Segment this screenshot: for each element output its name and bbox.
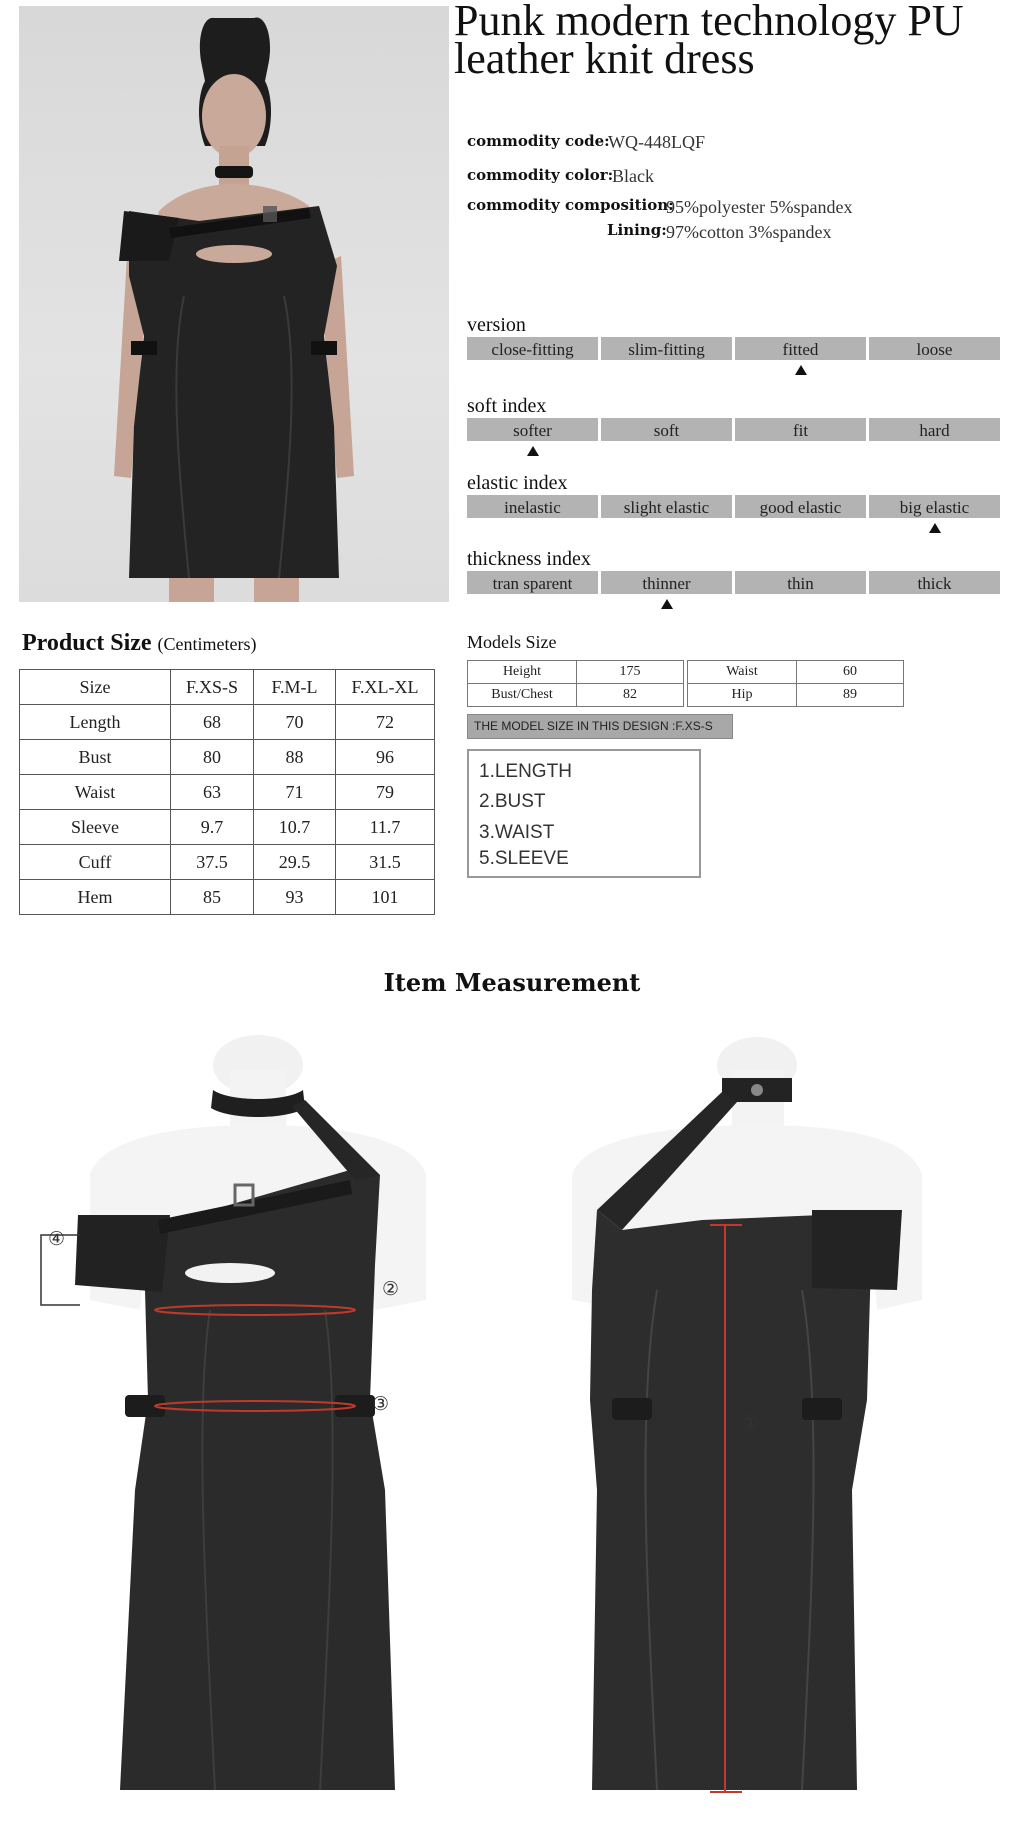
table-row [688,661,904,684]
soft-option-hard: hard [869,418,1000,441]
product-title: Punk modern technology PU leather knit dress [454,0,964,83]
table-cell: 10.7 [254,810,336,845]
product-size-title [22,630,257,657]
sleeve-marker: ④ [48,1228,66,1250]
soft-scale [467,418,1000,441]
model-size-note: THE MODEL SIZE IN THIS DESIGN :F.XS-S [467,714,733,739]
table-cell: 93 [254,880,336,915]
header-cell: Size [20,670,171,705]
table-cell: 11.7 [336,810,435,845]
elastic-index [467,472,1000,518]
item-measurement-title: Item Measurement [383,968,641,997]
thickness-option-thin: thin [735,571,866,594]
table-cell: 37.5 [171,845,254,880]
table-cell: 68 [171,705,254,740]
table-header-row [20,670,435,705]
product-size-heading: Product Size [22,630,152,656]
elastic-scale [467,495,1000,518]
composition-label: commodity composition: [467,196,674,214]
table-cell: 88 [254,740,336,775]
header-cell: F.XS-S [171,670,254,705]
elastic-option-inelastic: inelastic [467,495,598,518]
product-size-unit: (Centimeters) [157,634,257,654]
models-size-table-right [687,660,904,707]
table-row [20,810,435,845]
table-cell: Hem [20,880,171,915]
table-row [20,705,435,740]
models-size-title: Models Size [467,632,557,652]
model-photo-illustration [19,6,449,602]
version-option-slim-fitting: slim-fitting [601,337,732,360]
table-cell: Height [468,661,577,684]
thickness-scale [467,571,1000,594]
version-index [467,314,1000,360]
composition-value: 95%polyester 5%spandex [666,197,853,217]
selected-marker-icon [929,523,941,533]
thickness-index [467,548,1000,594]
code-value: WQ-448LQF [608,132,705,152]
lining-value: 97%cotton 3%spandex [666,222,832,242]
color-label: commodity color: [467,166,614,184]
table-row [20,740,435,775]
selected-marker-icon [795,365,807,375]
table-cell: 63 [171,775,254,810]
table-cell: 29.5 [254,845,336,880]
table-row [20,775,435,810]
thickness-option-thick: thick [869,571,1000,594]
table-cell: 9.7 [171,810,254,845]
selected-marker-icon [527,446,539,456]
table-cell: 31.5 [336,845,435,880]
table-cell: 60 [797,661,904,684]
table-row [688,684,904,707]
table-cell: 72 [336,705,435,740]
code-label: commodity code: [467,132,610,150]
lining-label: Lining: [607,221,667,239]
soft-option-fit: fit [735,418,866,441]
table-cell: 101 [336,880,435,915]
table-cell: 96 [336,740,435,775]
table-row [468,684,684,707]
soft-option-soft: soft [601,418,732,441]
measure-item-bust: 2.BUST [479,791,546,812]
waist-marker: ③ [372,1393,390,1415]
table-row [20,845,435,880]
header-cell: F.M-L [254,670,336,705]
elastic-option-good-elastic: good elastic [735,495,866,518]
elastic-option-slight-elastic: slight elastic [601,495,732,518]
color-value: Black [612,166,654,186]
selected-marker-icon [661,599,673,609]
table-cell: 70 [254,705,336,740]
table-row [468,661,684,684]
header-cell: F.XL-XL [336,670,435,705]
soft-index-title: soft index [467,395,547,417]
version-index-title: version [467,314,526,336]
models-size-table-left [467,660,684,707]
front-dress-diagram [30,1030,450,1800]
thickness-option-thinner: thinner [601,571,732,594]
table-cell: 80 [171,740,254,775]
table-row [20,880,435,915]
table-cell: 82 [577,684,684,707]
table-cell: Length [20,705,171,740]
length-marker: ① [742,1412,760,1434]
thickness-index-title: thickness index [467,548,591,570]
table-cell: 89 [797,684,904,707]
table-cell: Bust [20,740,171,775]
measure-item-waist: 3.WAIST [479,822,555,843]
measure-item-sleeve: 5.SLEEVE [479,848,569,869]
soft-option-softer: softer [467,418,598,441]
thickness-option-transparent: tran sparent [467,571,598,594]
table-cell: 85 [171,880,254,915]
elastic-index-title: elastic index [467,472,568,494]
model-photo [19,6,449,602]
table-cell: Waist [688,661,797,684]
measure-item-length: 1.LENGTH [479,761,572,782]
measurement-list [467,749,701,878]
table-cell: Bust/Chest [468,684,577,707]
table-cell: 175 [577,661,684,684]
table-cell: Waist [20,775,171,810]
version-option-close-fitting: close-fitting [467,337,598,360]
product-size-table [19,669,435,915]
version-option-fitted: fitted [735,337,866,360]
soft-index [467,395,1000,441]
table-cell: 71 [254,775,336,810]
table-cell: 79 [336,775,435,810]
elastic-option-big-elastic: big elastic [869,495,1000,518]
version-scale [467,337,1000,360]
version-option-loose: loose [869,337,1000,360]
table-cell: Sleeve [20,810,171,845]
bust-marker: ② [382,1278,400,1300]
table-cell: Cuff [20,845,171,880]
table-cell: Hip [688,684,797,707]
